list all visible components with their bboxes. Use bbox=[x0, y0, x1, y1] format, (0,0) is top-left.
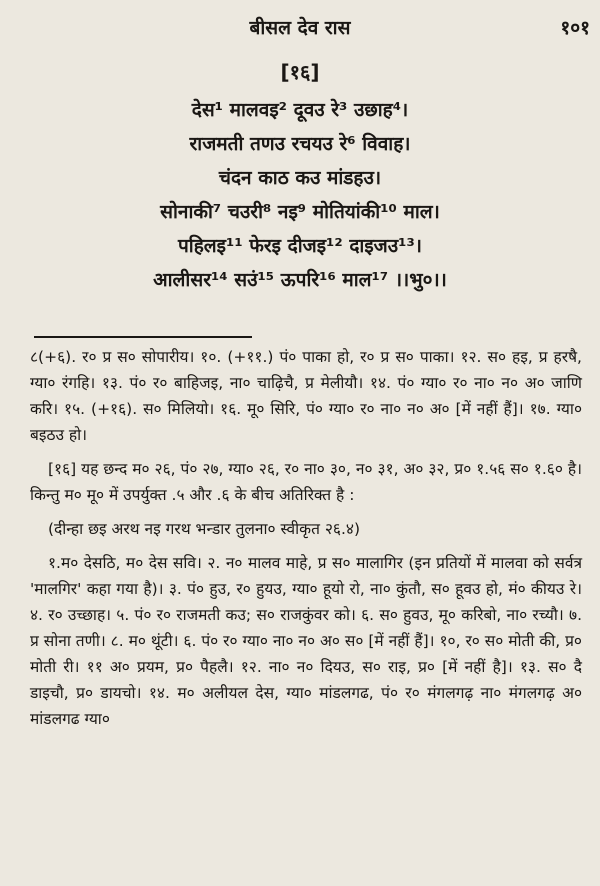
verse-block bbox=[0, 58, 600, 297]
page-number: १०१ bbox=[560, 17, 590, 39]
running-title: बीसल देव रास bbox=[249, 17, 351, 39]
verse-line: पहिलइ¹¹ फेरइ दीजइ¹² दाइजउ¹³। bbox=[177, 235, 423, 257]
variant-readings: ८(+६). र० प्र स० सोपारीय। १०. (+११.) पं० पाका हो, र० प्र स० पाका। १२. स० हइ, प्र हरषै, ग्या० रंगहि। १३. पं० र० बाहिजइ, ना० चाढ़िचै, प्र मेलीयौ। १४. पं० ग्या० र० ना० न० अ० जाणि करि। १५. (+१६). स० मिलियो। १६. मू० सिरि, पं० ग्या० र० ना० न० अ० [में नहीं हैं]। १७. ग्या० बइठउ हो। bbox=[30, 348, 582, 444]
verse-number: [१६] bbox=[280, 60, 320, 84]
verse-line: आलीसर¹⁴ सउं¹⁵ ऊपरि¹⁶ माल¹⁷ ।।भु०।। bbox=[153, 269, 447, 291]
verse-line: चंदन काठ कउ मांडहउ। bbox=[218, 167, 382, 189]
footnotes bbox=[30, 344, 582, 732]
verse-line: देस¹ मालवइ² दूवउ रे³ उछाह⁴। bbox=[191, 99, 409, 121]
additional-line: (दीन्हा छइ अरथ नइ गरथ भन्डार तुलना० स्वीकृत २६.४) bbox=[48, 520, 361, 538]
footnote-divider bbox=[34, 336, 252, 338]
variant-readings-2: १.म० देसठि, म० देस सवि। २. न० मालव माहे, प्र स० मालागिर (इन प्रतियों में मालवा को सर्वत्र 'मालगिर' कहा गया है)। ३. पं० हुउ, र० हुयउ, ग्या० हूयो रो, ना० कुंतौ, स० हूवउ हो, मं० कीयउ रे। ४. र० उच्छाह। ५. पं० र० राजमती कउ; स० राजकुंवर को। ६. स० हुवउ, मू० करिबो, ना० रच्यौ। ७. प्र सोना तणी। ८. म० थूंटी। ६. पं० र० ग्या० ना० न० अ० स० [में नहीं हैं]। १०, र० स० मोती की, प्र० मोती री। ११ अ० प्रयम, प्र० पैहलै। १२. ना० न० दियउ, स० राइ, प्र० [में नहीं है]। १३. स० दै डाइचौ, प्र० डायचो। १४. म० अलीयल देस, ग्या० मांडलगढ, पं० र० मंगलगढ़ ना० मंगलगढ़ अ० मांडलगढ ग्या० bbox=[30, 554, 582, 728]
verse-concordance: [१६] यह छन्द म० २६, पं० २७, ग्या० २६, र० ना० ३०, न० ३१, अ० ३२, प्र० १.५६ स० १.६० है। किन्तु म० मू० में उपर्युक्त .५ और .६ के बीच अतिरिक्त है : bbox=[30, 460, 582, 504]
verse-line: सोनाकी⁷ चउरी⁸ नइ⁹ मोतियांकी¹⁰ माल। bbox=[160, 201, 440, 223]
verse-line: राजमती तणउ रचयउ रे⁶ विवाह। bbox=[189, 133, 411, 155]
